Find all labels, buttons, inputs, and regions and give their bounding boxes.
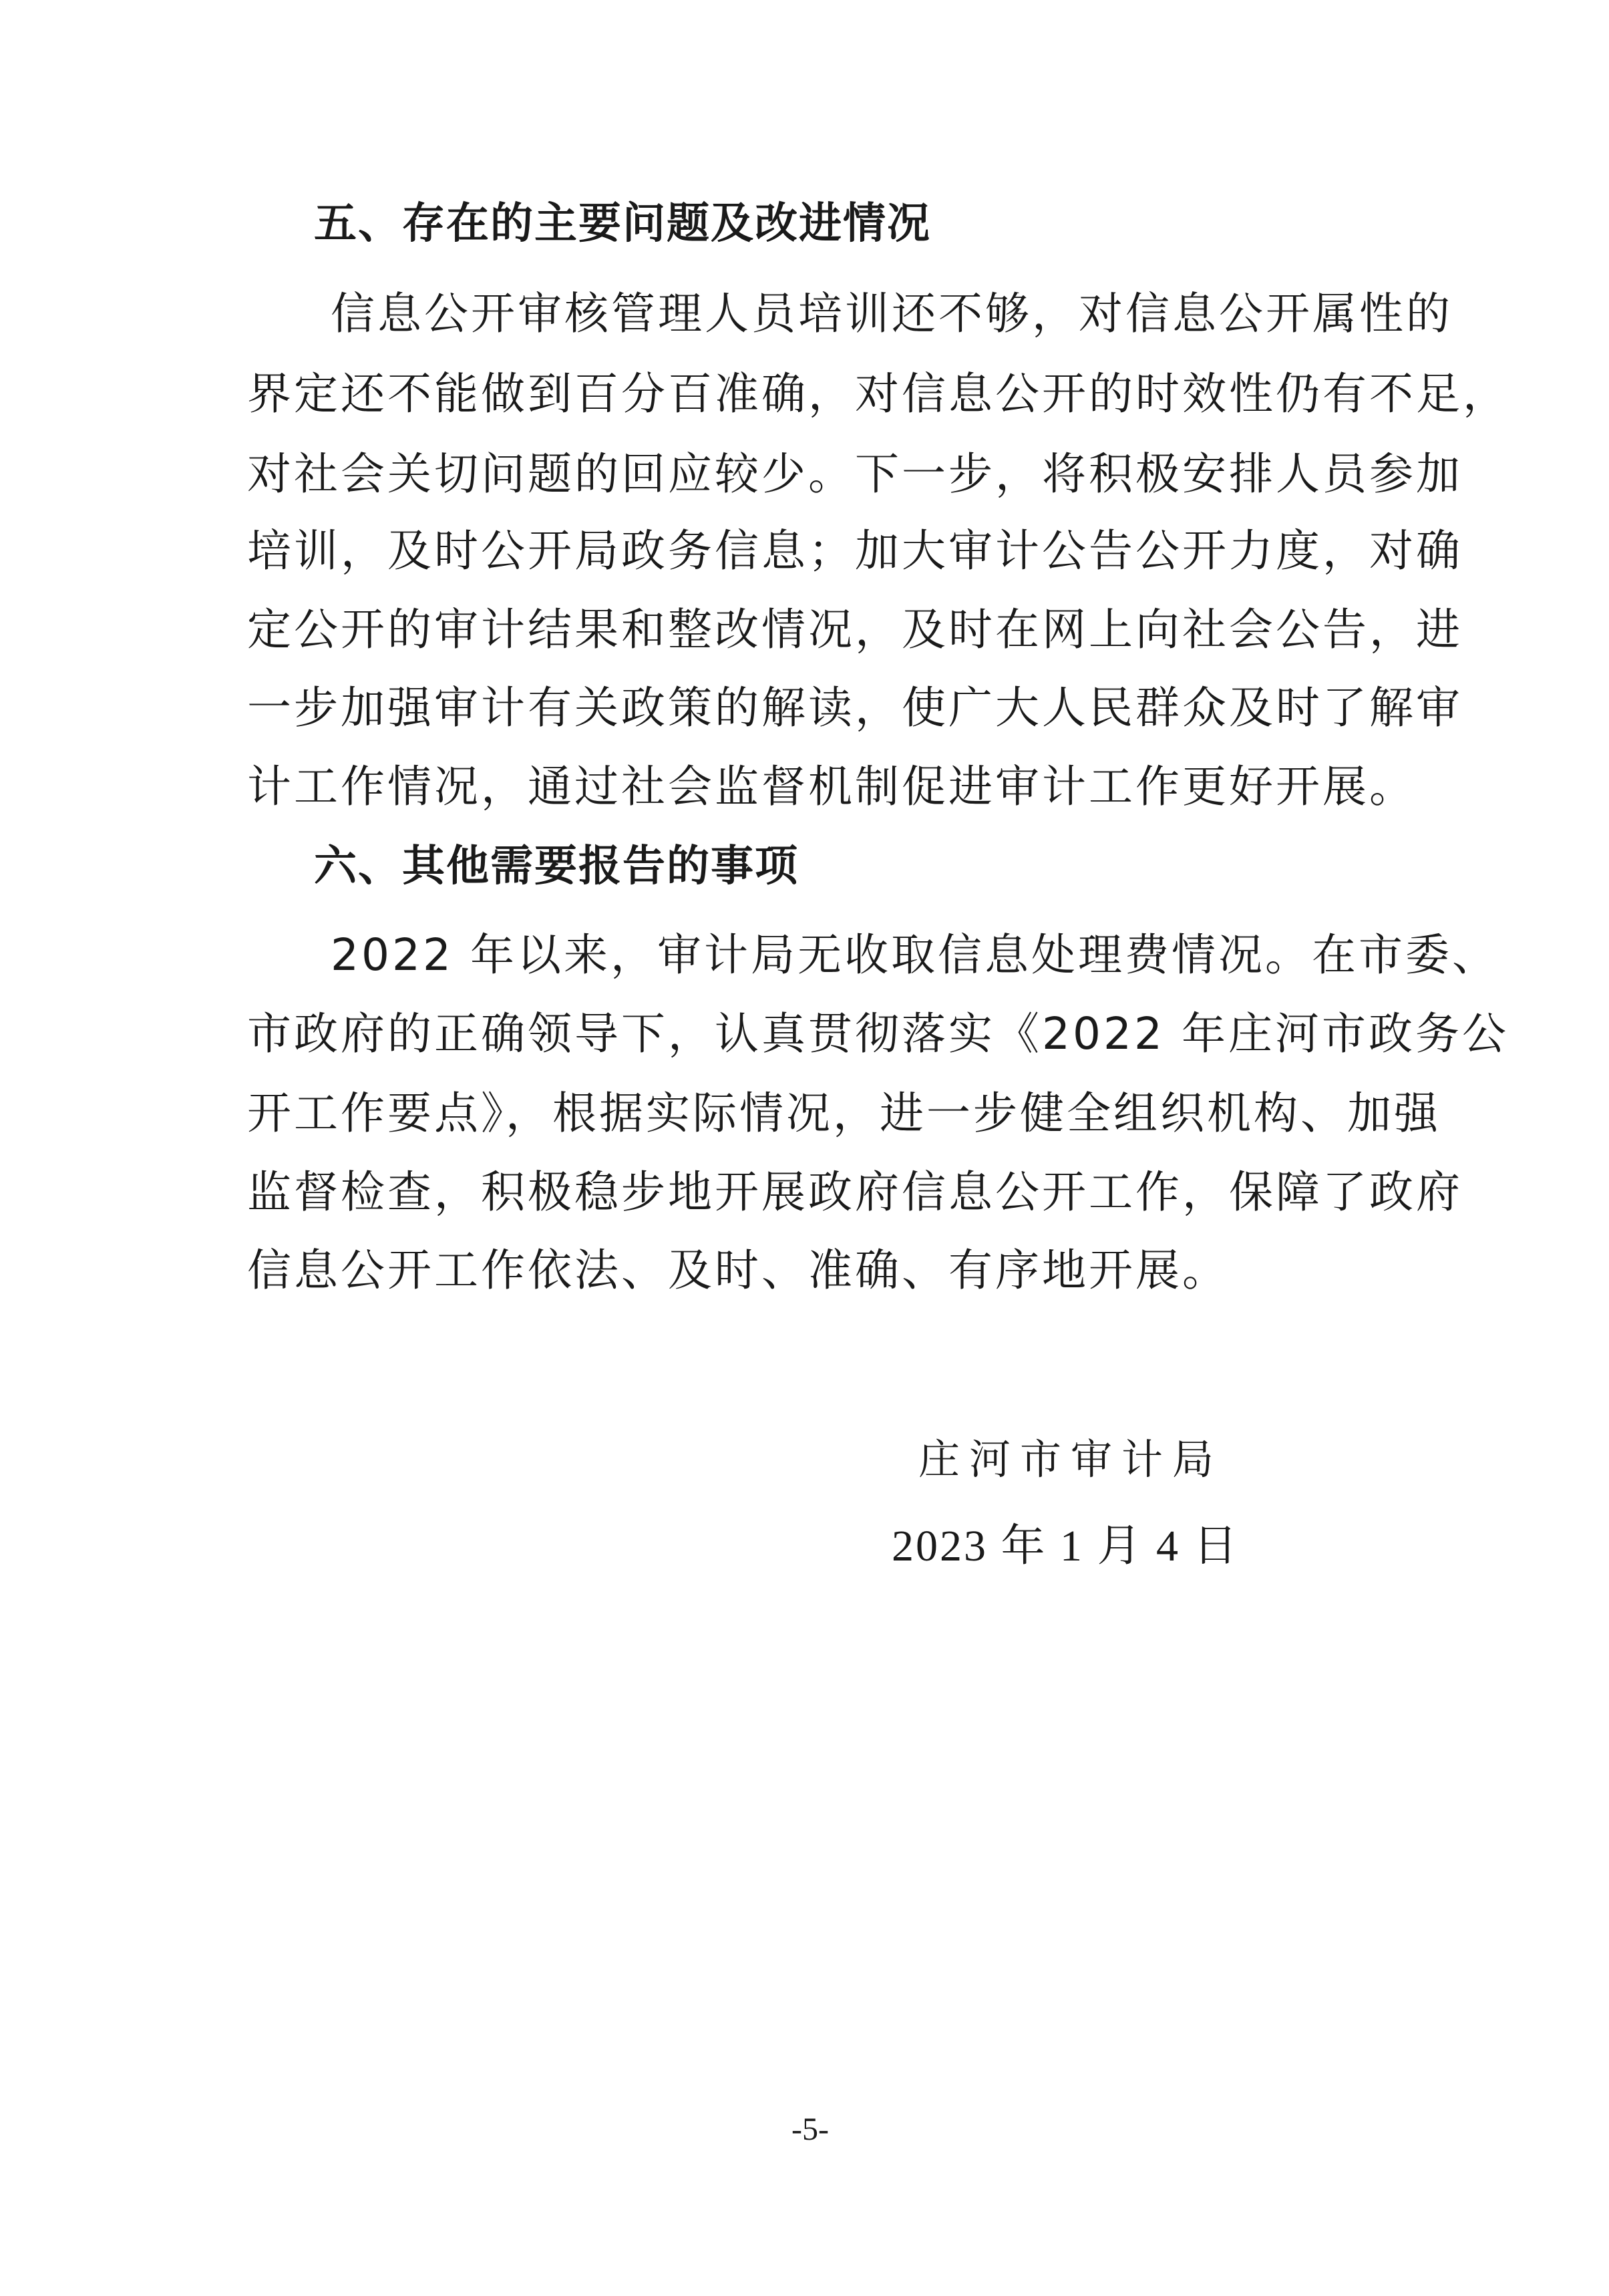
section-heading-6: 六、其他需要报告的事项 xyxy=(314,842,799,891)
paragraph-line: 定公开的审计结果和整改情况，及时在网上向社会公告，进 xyxy=(247,604,1463,655)
signature-organization: 庄河市审计局 xyxy=(918,1435,1224,1484)
paragraph-line: 市政府的正确领导下，认真贯彻落实《2022 年庄河市政务公 xyxy=(247,1008,1509,1059)
paragraph-line: 对社会关切问题的回应较少。下一步，将积极安排人员参加 xyxy=(247,448,1463,500)
section-heading-5: 五、存在的主要问题及改进情况 xyxy=(314,199,931,249)
paragraph-line: 界定还不能做到百分百准确，对信息公开的时效性仍有不足， xyxy=(247,368,1509,420)
paragraph-line: 开工作要点》，根据实际情况，进一步健全组织机构、加强 xyxy=(247,1088,1441,1139)
paragraph-line: 计工作情况，通过社会监督机制促进审计工作更好开展。 xyxy=(247,761,1416,812)
paragraph-line: 监督检查，积极稳步地开展政府信息公开工作，保障了政府 xyxy=(247,1166,1463,1218)
paragraph-line: 信息公开审核管理人员培训还不够，对信息公开属性的 xyxy=(331,288,1453,339)
paragraph-line: 培训，及时公开局政务信息；加大审计公告公开力度，对确 xyxy=(247,525,1463,577)
paragraph-line: 2022 年以来，审计局无收取信息处理费情况。在市委、 xyxy=(331,929,1499,981)
paragraph-line: 信息公开工作依法、及时、准确、有序地开展。 xyxy=(247,1245,1229,1296)
paragraph-line: 一步加强审计有关政策的解读，使广大人民群众及时了解审 xyxy=(247,682,1463,733)
page-number: -5- xyxy=(791,2112,829,2147)
signature-date: 2023 年 1 月 4 日 xyxy=(892,1522,1240,1571)
